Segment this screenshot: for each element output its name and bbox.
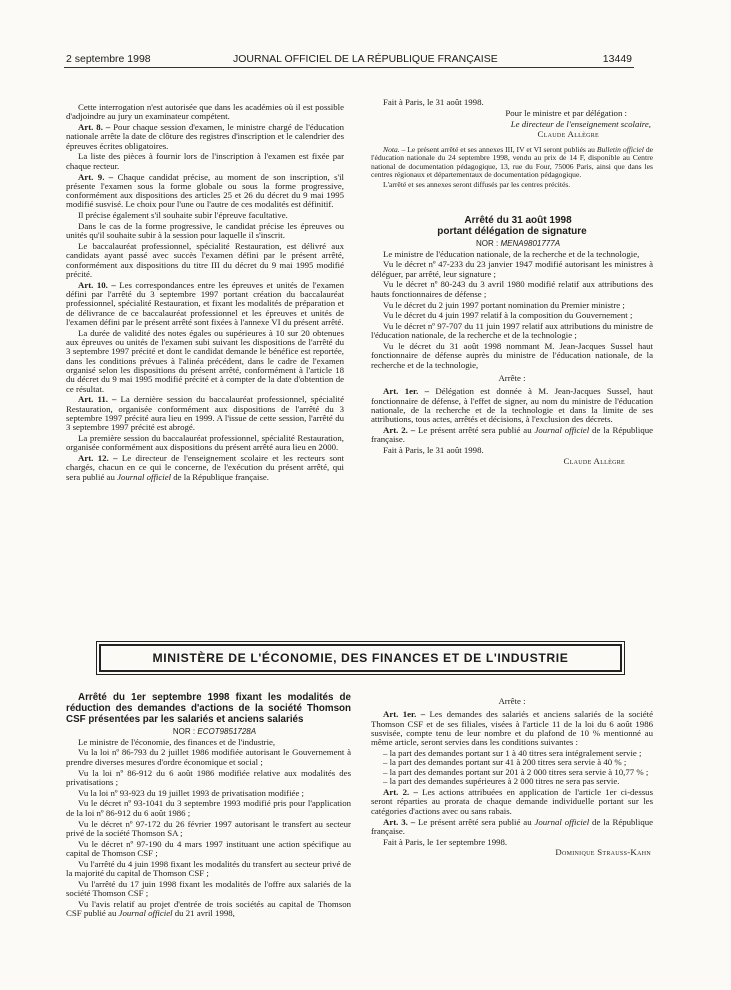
paragraph: Le ministre de l'économie, des finances et de l'industrie, xyxy=(78,736,276,747)
article-text: de la République française. xyxy=(171,471,270,482)
journal-officiel-ref: Journal officiel xyxy=(534,816,590,827)
signatory: Claude Allègre xyxy=(537,129,599,140)
article-label: Art. 2. – xyxy=(383,787,418,798)
header-rule xyxy=(64,67,634,68)
page-header xyxy=(66,53,632,67)
signatory: Dominique Strauss-Kahn xyxy=(555,847,651,858)
paragraph: Vu le décret du 4 juin 1997 relatif à la composition du Gouvernement ; xyxy=(383,310,633,321)
article-text: Chaque candidat précise, au moment de son inscription, s'il présente l'examen sous la forme globale ou sous la forme progressive, conformément aux dispositions des articles 25 et 26 du décret du 9 mai 1995 modifié susvisé. Le choix pour l'une ou l'autre de ces modalités est définitif. xyxy=(66,171,345,210)
article-2 xyxy=(371,788,653,816)
list-item: – la part des demandes portant sur 1 à 40 titres sera intégralement servie ; xyxy=(383,747,642,758)
paragraph: Vu le décret nº 97-707 du 11 juin 1997 relatif aux attributions du ministre de l'éducation nationale, de la recherche et de la technologie ; xyxy=(371,321,653,341)
article-text: Pour chaque session d'examen, le ministre chargé de l'éducation nationale arrête la date de clôture des registres d'inscription et le calendrier des épreuves écrites obligatoires. xyxy=(66,122,345,151)
journal-officiel-ref: Journal officiel xyxy=(118,908,173,919)
nor-reference xyxy=(371,239,653,248)
article-9 xyxy=(66,173,344,210)
article-label: Art. 8. – xyxy=(78,122,111,133)
nota-label: Nota. – xyxy=(383,144,406,154)
article-label: Art. 1er. – xyxy=(383,386,430,397)
conditions-list xyxy=(371,749,653,786)
nor-reference xyxy=(66,727,351,736)
article-text: Le présent arrêté sera publié au xyxy=(415,816,535,827)
article-label: Art. 2. – xyxy=(383,425,416,436)
left-column-bottom xyxy=(66,693,351,920)
article-text: La dernière session du baccalauréat professionnel, spécialité Restauration, organisée conformément aux dispositions de l'arrêté du 3 septembre 1997 précité aura lieu en 1999. A l'issue de cette session, l'arrêté du 3 septembre 1997 précité est abrogé. xyxy=(66,394,344,433)
paragraph: Le ministre de l'éducation nationale, de la recherche et de la technologie, xyxy=(383,248,640,259)
paragraph-text: du 21 avril 1998, xyxy=(172,908,235,919)
article-text: Délégation est donnée à M. Jean-Jacques Sussel, haut fonctionnaire de défense, à l'effet de signer, au nom du ministre de l'éducation nationale, de la recherche et de la technologie et dans la limite de ses attributions, tous actes, arrêtés et décisions, à l'exclusion des décrets. xyxy=(371,386,653,425)
bulletin-officiel-ref: Bulletin officiel xyxy=(596,144,644,154)
article-3 xyxy=(371,818,653,837)
article-text: Les demandes des salariés et anciens salariés de la société Thomson CSF et de ses filiales, visées à l'article 11 de la loi du 6 août 1986 susvisée, compte tenu de leur nombre et du plafond de 10 % mentionné au même article, seront servies dans les conditions suivantes : xyxy=(371,709,653,748)
article-label: Art. 1er. – xyxy=(383,709,426,720)
nota xyxy=(371,146,653,180)
article-label: Art. 3. – xyxy=(383,816,416,827)
paragraph: Le baccalauréat professionnel, spécialité Restauration, est délivré aux candidats ayant passé avec succès l'examen défini par le présent arrêté, conformément aux dispositions du titre III du décret du 9 mai 1995 modifié précité. xyxy=(66,241,344,280)
article-1 xyxy=(371,710,653,747)
ministry-title: MINISTÈRE DE L'ÉCONOMIE, DES FINANCES ET DE L'INDUSTRIE xyxy=(152,651,569,665)
signatory: Claude Allègre xyxy=(563,455,625,466)
arrete-heading: Arrête : xyxy=(498,696,526,706)
paragraph-text: Vu l'avis relatif au projet d'entrée de trois sociétés au capital de Thomson CSF publié au xyxy=(66,898,351,919)
paragraph: Vu l'arrêté du 4 juin 1998 fixant les modalités du transfert au secteur privé de la majorité du capital de Thomson CSF ; xyxy=(66,858,351,879)
ministry-banner xyxy=(99,644,622,672)
article-12 xyxy=(66,454,344,482)
paragraph: La première session du baccalauréat professionnel, spécialité Restauration, organisée conformément aux dispositions du présent arrêté aura lieu en 2000. xyxy=(66,433,344,453)
paragraph: Vu le décret nº 93-1041 du 3 septembre 1993 modifié pris pour l'application de la loi nº 86-912 du 6 août 1986 ; xyxy=(66,798,351,818)
paragraph: Vu le décret du 31 août 1998 nommant M. Jean-Jacques Sussel haut fonctionnaire de défense auprès du ministre de l'éducation nationale, de la recherche et de la technologie, xyxy=(371,341,653,370)
header-page-number: 13449 xyxy=(602,53,632,65)
journal-officiel-ref: Journal officiel xyxy=(117,471,172,482)
paragraph: Vu la loi nº 93-923 du 19 juillet 1993 de privatisation modifiée ; xyxy=(78,787,304,798)
article-11 xyxy=(66,395,344,432)
article-text: Le présent arrêté sera publié au xyxy=(415,425,535,436)
paragraph: Vu la loi nº 86-912 du 6 août 1986 modifiée relative aux modalités des privatisations ; xyxy=(66,767,351,787)
left-column-top xyxy=(66,103,344,484)
journal-officiel-ref: Journal officiel xyxy=(534,425,590,436)
list-item: – la part des demandes portant sur 41 à 200 titres sera servie à 40 % ; xyxy=(383,757,627,768)
nota-text: de l'éducation nationale du 24 septembre 1998, vendu au prix de 14 F, disponible au Centre national de documentation pédagogique, 13, rue du Four, 75006 Paris, ainsi que dans les centres régionaux et départementaux de documentation pédagogique. xyxy=(371,144,653,179)
paragraph: Dans le cas de la forme progressive, le candidat précise les épreuves ou unités qu'il souhaite subir à la session pour laquelle il s'inscrit. xyxy=(66,221,344,241)
right-column-bottom xyxy=(371,697,653,859)
header-date: 2 septembre 1998 xyxy=(66,53,151,65)
paragraph: Vu le décret du 2 juin 1997 portant nomination du Premier ministre ; xyxy=(383,299,625,310)
nor-label: NOR : xyxy=(475,238,499,248)
delegation-line: Pour le ministre et par délégation : xyxy=(505,107,627,118)
article-1 xyxy=(371,387,653,424)
article-label: Art. 12. – xyxy=(78,453,118,464)
date-line: Fait à Paris, le 31 août 1998. xyxy=(383,445,484,456)
paragraph: Vu le décret nº 47-233 du 23 janvier 1947 modifié autorisant les ministres à déléguer, par arrêté, leur signature ; xyxy=(371,259,653,279)
paragraph: Vu l'arrêté du 17 juin 1998 fixant les modalités de l'offre aux salariés de la société Thomson CSF ; xyxy=(66,878,351,899)
date-line: Fait à Paris, le 31 août 1998. xyxy=(383,97,484,107)
nor-code: ECOT9851728A xyxy=(197,726,257,736)
article-text: Le directeur de l'enseignement scolaire et les recteurs sont chargés, chacun en ce qui le concerne, de l'exécution du présent arrêté, qui sera publié au xyxy=(66,453,344,482)
nor-label: NOR : xyxy=(172,726,196,736)
nota-text: Le présent arrêté et ses annexes III, IV et VI seront publiés au xyxy=(405,144,597,154)
nor-code: MENA9801777A xyxy=(500,238,561,248)
decree-title: Arrêté du 1er septembre 1998 fixant les modalités de réduction des demandes d'actions de la société Thomson CSF présentées par les salariés et anciens salariés xyxy=(66,692,351,725)
director-title xyxy=(371,120,653,129)
article-text: Les actions attribuées en application de l'article 1er ci-dessus seront réparties au prorata de chaque demande individuelle portant sur les catégories d'actions avec ou sans rabais. xyxy=(371,787,653,816)
decree-title: Arrêté du 31 août 1998 portant délégation de signature xyxy=(437,215,587,238)
article-2 xyxy=(371,426,653,445)
paragraph: Vu le décret nº 97-172 du 26 février 1997 autorisant le transfert au secteur privé de la société Thomson SA ; xyxy=(66,818,351,838)
paragraph: La liste des pièces à fournir lors de l'inscription à l'examen est fixée par chaque recteur. xyxy=(66,151,344,171)
article-text: de la République française. xyxy=(371,816,654,836)
paragraph: Vu la loi nº 86-793 du 2 juillet 1986 modifiée autorisant le Gouvernement à prendre diverses mesures d'ordre économique et social ; xyxy=(66,747,351,767)
article-8 xyxy=(66,123,344,151)
article-label: Art. 11. – xyxy=(78,394,117,405)
arrete-heading: Arrête : xyxy=(498,373,526,384)
paragraph: Vu le décret nº 80-243 du 3 avril 1980 modifié relatif aux attributions des hauts fonctionnaires de défense ; xyxy=(371,279,653,299)
paragraph: La durée de validité des notes égales ou supérieures à 10 sur 20 obtenues aux épreuves ou unités de l'examen subi suivant les dispositions de l'arrêté du 3 septembre 1997 précité et dont le candidat demande le bénéfice est reportée, dans les conditions prévues à l'alinéa précédent, dans le cadre de l'examen organisé selon les dispositions du présent arrêté, conformément à l'article 18 du décret du 9 mai 1995 modifié précité et à compter de la date d'obtention de ce résultat. xyxy=(66,327,344,394)
paragraph: L'arrêté et ses annexes seront diffusés par les centres précités. xyxy=(383,179,571,189)
article-text: Les correspondances entre les épreuves et unités de l'examen défini par l'arrêté du 3 septembre 1997 portant création du baccalauréat professionnel, spécialité Restauration, et fixant les modalités de préparation et de délivrance de ce baccalauréat professionnel et les épreuves et unités de l'examen défini par le présent arrêté sont fixées à l'annexe VI du présent arrêté. xyxy=(66,279,344,328)
header-journal-title: JOURNAL OFFICIEL DE LA RÉPUBLIQUE FRANÇAISE xyxy=(233,53,498,65)
paragraph xyxy=(66,900,351,919)
list-item: – la part des demandes supérieures à 2 000 titres ne sera pas servie. xyxy=(383,775,620,786)
article-label: Art. 10. – xyxy=(78,279,116,290)
paragraph: Vu le décret nº 97-190 du 4 mars 1997 instituant une action spécifique au capital de Thomson CSF ; xyxy=(66,838,351,858)
article-label: Art. 9. – xyxy=(78,171,114,182)
paragraph: Cette interrogation n'est autorisée que dans les académies où il est possible d'adjoindre au jury un examinateur compétent. xyxy=(66,102,344,122)
list-item: – la part des demandes portant sur 201 à 2 000 titres sera servie à 10,77 % ; xyxy=(383,766,649,777)
director-title-text: Le directeur de l'enseignement scolaire, xyxy=(510,118,651,129)
date-line: Fait à Paris, le 1er septembre 1998. xyxy=(383,836,508,847)
article-10 xyxy=(66,281,344,327)
article-text: de la République française. xyxy=(371,425,654,445)
paragraph: Il précise également s'il souhaite subir l'épreuve facultative. xyxy=(78,210,288,221)
right-column-top xyxy=(371,98,653,468)
